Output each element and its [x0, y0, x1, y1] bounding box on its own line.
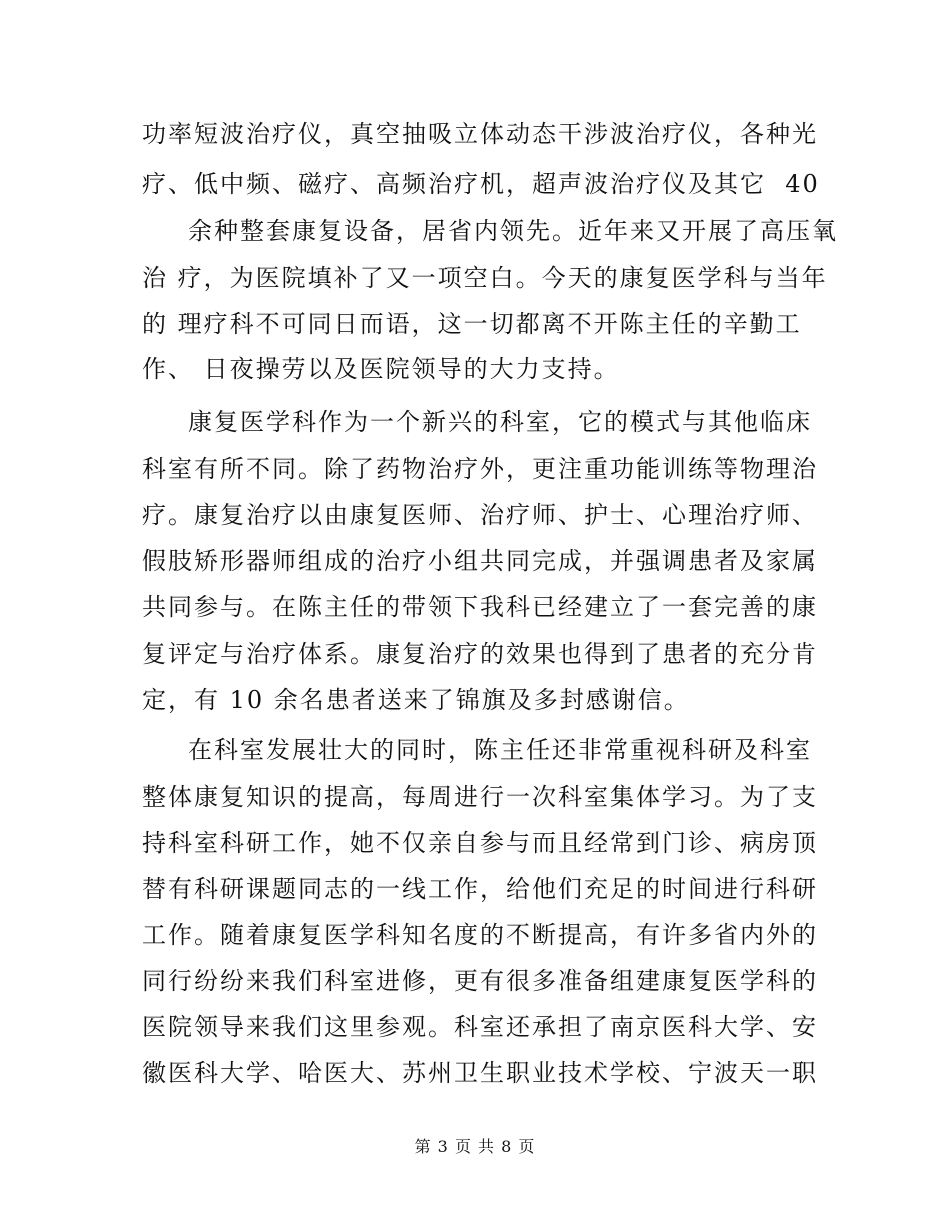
body-line: 作、 日夜操劳以及医院领导的大力支持。 — [142, 355, 620, 383]
body-line: 整体康复知识的提高，每周进行一次科室集体学习。为了支 — [142, 783, 818, 811]
body-line: 功率短波治疗仪，真空抽吸立体动态干涉波治疗仪，各种光 — [142, 120, 818, 148]
body-line: 同行纷纷来我们科室进修，更有很多准备组建康复医学科的 — [142, 967, 818, 995]
body-line: 疗。康复治疗以由康复医师、治疗师、护士、心理治疗师、 — [142, 501, 818, 529]
body-line: 替有科研课题同志的一线工作，给他们充足的时间进行科研 — [142, 875, 818, 903]
paragraph-start-line: 康复医学科作为一个新兴的科室，它的模式与其他临床 — [188, 408, 812, 436]
body-line: 持科室科研工作，她不仅亲自参与而且经常到门诊、病房顶 — [142, 829, 818, 857]
body-line: 复评定与治疗体系。康复治疗的效果也得到了患者的充分肯 — [142, 640, 818, 668]
body-line: 定，有 10 余名患者送来了锦旗及多封感谢信。 — [142, 686, 690, 714]
page-footer: 第 3 页 共 8 页 — [414, 1137, 536, 1156]
body-line: 共同参与。在陈主任的带领下我科已经建立了一套完善的康 — [142, 593, 818, 621]
body-line: 的 理疗科不可同日而语，这一切都离不开陈主任的辛勤工 — [142, 310, 802, 338]
body-line: 医院领导来我们这里参观。科室还承担了南京医科大学、安 — [142, 1013, 818, 1041]
body-line: 余种整套康复设备，居省内领先。近年来又开展了高压氧 — [188, 217, 838, 245]
body-line: 科室有所不同。除了药物治疗外，更注重功能训练等物理治 — [142, 455, 818, 483]
body-line: 假肢矫形器师组成的治疗小组共同完成，并强调患者及家属 — [142, 547, 818, 575]
body-line: 治 疗，为医院填补了又一项空白。今天的康复医学科与当年 — [142, 264, 828, 292]
body-line: 徽医科大学、哈医大、苏州卫生职业技术学校、宁波天一职 — [142, 1059, 818, 1087]
body-line: 工作。随着康复医学科知名度的不断提高，有许多省内外的 — [142, 921, 818, 949]
paragraph-start-line: 在科室发展壮大的同时，陈主任还非常重视科研及科室 — [188, 736, 812, 764]
body-line: 疗、低中频、磁疗、高频治疗机，超声波治疗仪及其它 40 — [142, 170, 820, 198]
